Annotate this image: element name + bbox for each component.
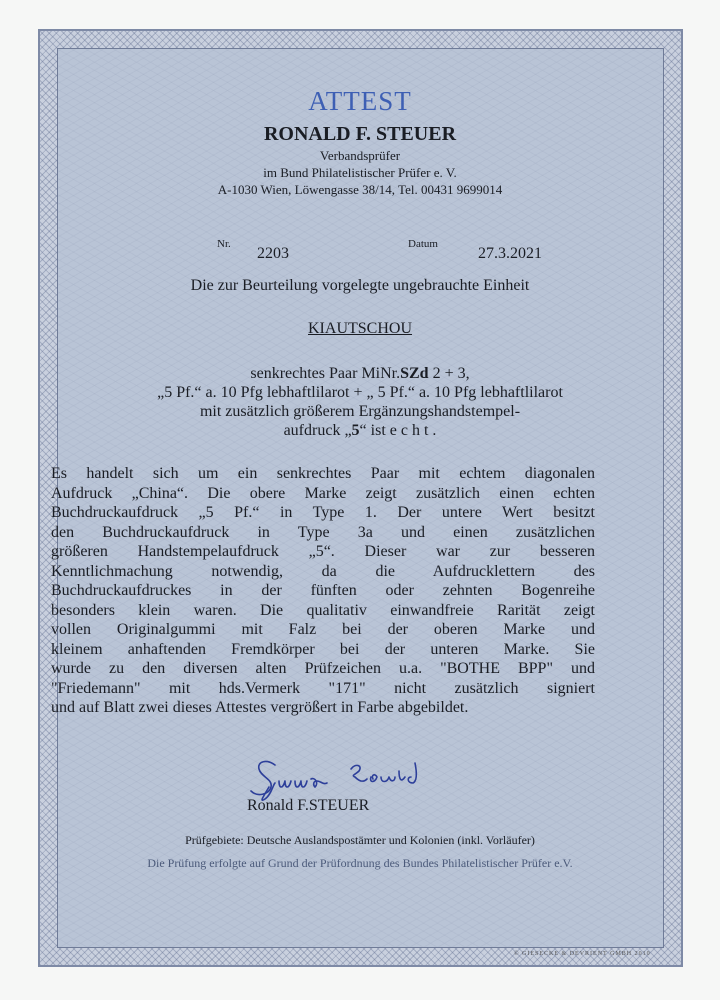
examiner-role: Verbandsprüfer (319, 148, 401, 163)
examination-areas: Prüfgebiete: Deutsche Auslandspostämter und Kolonien (inkl. Vorläufer) (185, 833, 535, 847)
certificate-number-label: Nr. (217, 238, 231, 250)
paragraph-line: Aufdruck „China“. Die obere Marke zeigt zusätzlich einen echten (51, 484, 595, 502)
printer-copyright: © GIESECKE & DEVRIENT GMBH 2010 (514, 951, 651, 957)
paragraph-line: kleinem anhaftenden Fremdkörper bei der unteren Marke. Sie (51, 640, 595, 658)
certificate-date-label: Datum (408, 238, 438, 250)
examination-regulation: Die Prüfung erfolgte auf Grund der Prüfordnung des Bundes Philatelistischer Prüfer e.V. (147, 856, 573, 870)
description-line-1: senkrechtes Paar MiNr.SZd 2 + 3, (250, 365, 470, 382)
expert-opinion-paragraph (51, 464, 595, 718)
examiner-association: im Bund Philatelistischer Prüfer e. V. (263, 165, 457, 180)
paragraph-line: "Friedemann" mit hds.Vermerk "171" nicht zusätzlich signiert (51, 679, 595, 697)
paragraph-line: größeren Handstempelaufdruck „5“. Dieser war zur besseren (51, 543, 595, 560)
paragraph-line: und auf Blatt zwei dieses Attestes vergrößert in Farbe abgebildet. (51, 699, 469, 716)
examiner-address: A-1030 Wien, Löwengasse 38/14, Tel. 00431 9699014 (217, 182, 503, 197)
description-line-2: „5 Pf.“ a. 10 Pfg lebhaftlilarot + „ 5 Pf.“ a. 10 Pfg lebhaftlilarot (157, 384, 563, 401)
certificate-number: 2203 (257, 245, 289, 262)
paragraph-line: Buchdruckaufdruck „5 Pf.“ in Type 1. Der untere Wert besitzt (51, 504, 595, 521)
paragraph-line: Es handelt sich um ein senkrechtes Paar mit echtem diagonalen (51, 465, 595, 482)
intro-line: Die zur Beurteilung vorgelegte ungebrauchte Einheit (190, 277, 530, 294)
paragraph-line: Buchdruckaufdruckes in der fünften oder zehnten Bogenreihe (51, 582, 595, 599)
paragraph-line: vollen Originalgummi mit Falz bei der oberen Marke und (51, 621, 595, 638)
paragraph-line: besonders klein waren. Die qualitativ einwandfreie Rarität zeigt (51, 601, 595, 619)
signatory-name: Ronald F.STEUER (247, 797, 370, 814)
paragraph-line: wurde zu den diversen alten Prüfzeichen u.a. "BOTHE BPP" und (51, 660, 595, 677)
certificate-date: 27.3.2021 (478, 245, 542, 262)
description-line-3: mit zusätzlich größerem Ergänzungshandstempel- (199, 403, 521, 420)
paragraph-line: den Buchdruckaufdruck in Type 3a und einen zusätzlichen (51, 523, 595, 541)
certificate-title: ATTEST (308, 86, 412, 116)
examiner-name: RONALD F. STEUER (263, 123, 457, 145)
subject-heading: KIAUTSCHOU (308, 320, 412, 337)
description-line-4: aufdruck „5“ ist e c h t . (283, 422, 437, 439)
paragraph-line: Kenntlichmachung notwendig, da die Aufdrucklettern des (51, 562, 595, 580)
